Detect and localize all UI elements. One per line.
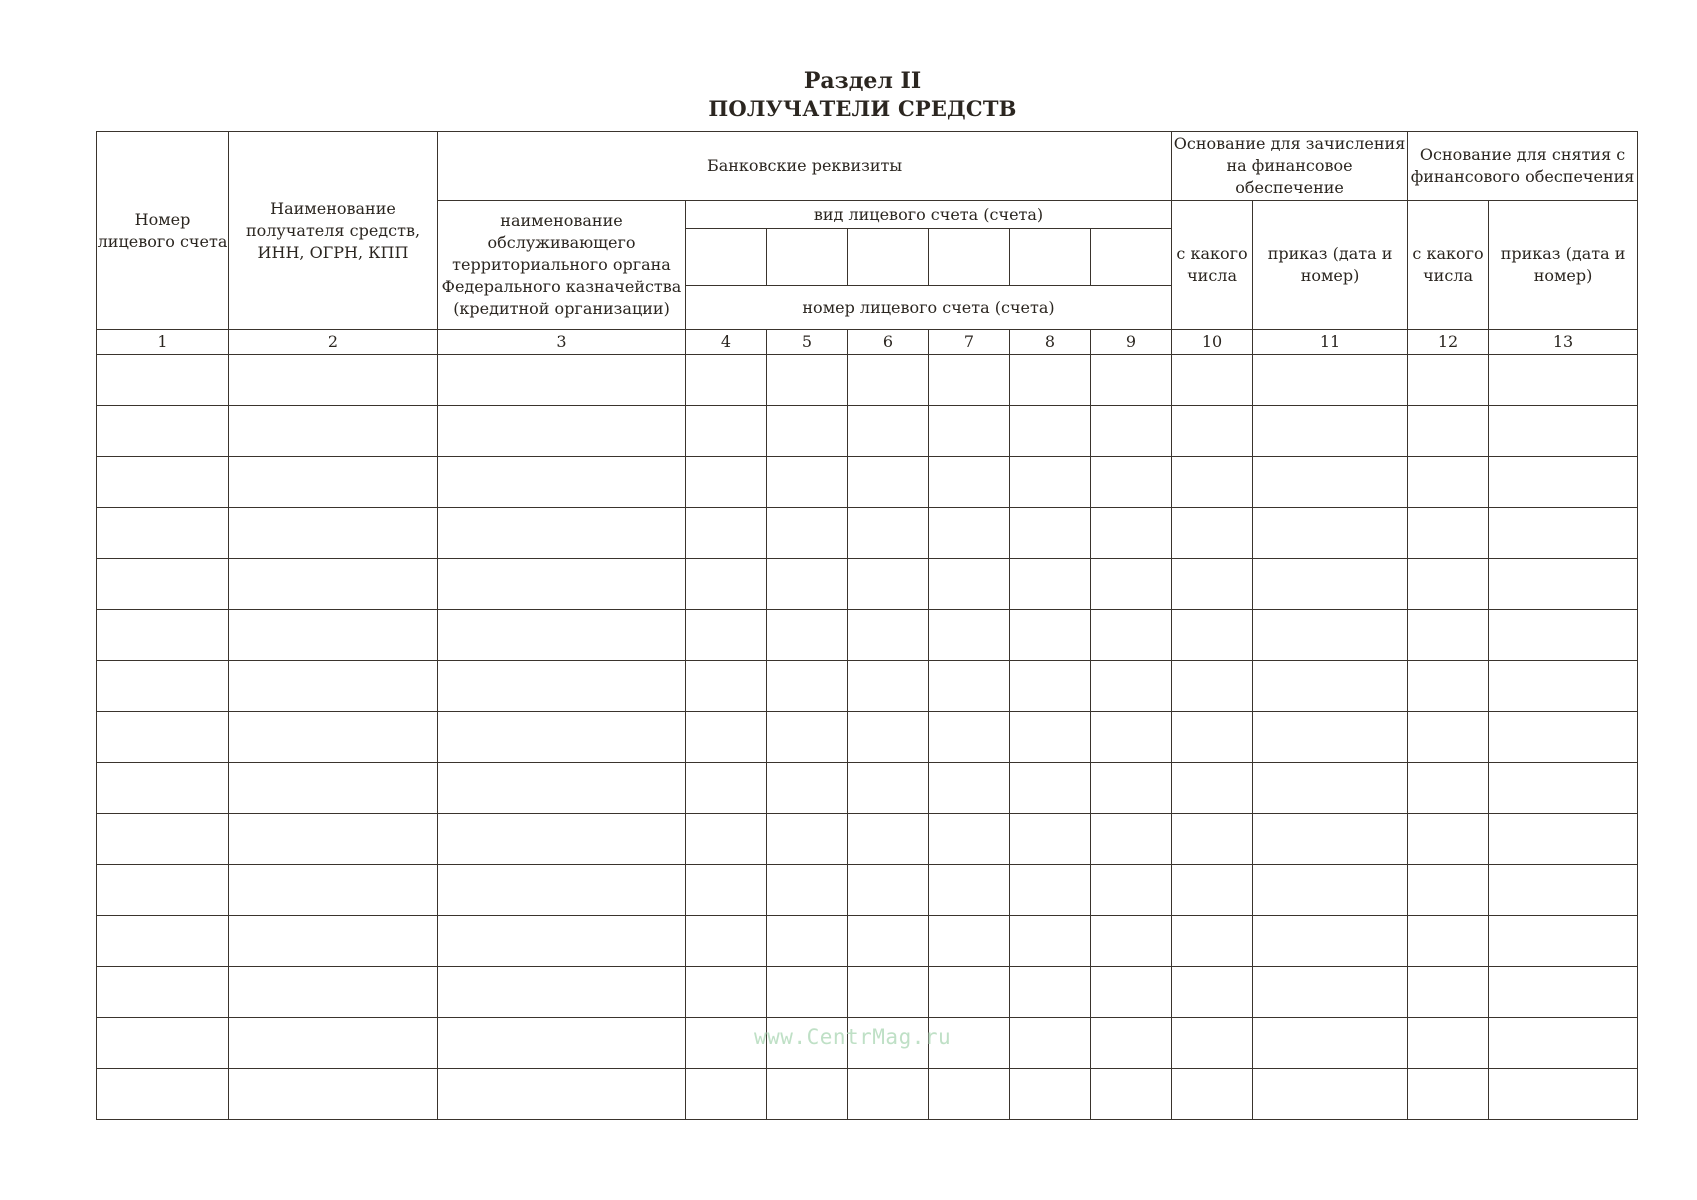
table-cell[interactable]	[97, 355, 229, 406]
table-cell[interactable]	[1253, 1018, 1408, 1069]
column-number: 13	[1489, 330, 1638, 355]
header-recipient-name: Наименование получателя средств, ИНН, ОГРН, КПП	[229, 132, 438, 330]
table-cell[interactable]	[686, 559, 767, 610]
table-cell[interactable]	[1172, 559, 1253, 610]
table-cell[interactable]	[1010, 916, 1091, 967]
table-cell[interactable]	[1253, 763, 1408, 814]
table-cell[interactable]	[229, 967, 438, 1018]
table-cell[interactable]	[1489, 1018, 1638, 1069]
table-cell[interactable]	[1408, 457, 1489, 508]
column-number: 8	[1010, 330, 1091, 355]
table-cell[interactable]	[848, 967, 929, 1018]
table-cell[interactable]	[1489, 814, 1638, 865]
table-cell[interactable]	[97, 865, 229, 916]
column-number: 1	[97, 330, 229, 355]
table-cell[interactable]	[848, 508, 929, 559]
table-cell[interactable]	[1253, 355, 1408, 406]
table-cell[interactable]	[97, 712, 229, 763]
table-cell[interactable]	[929, 763, 1010, 814]
table-cell[interactable]	[1408, 559, 1489, 610]
table-cell[interactable]	[1091, 406, 1172, 457]
header-order-withdraw: приказ (дата и номер)	[1489, 201, 1638, 330]
table-cell[interactable]	[848, 916, 929, 967]
table-cell[interactable]	[1253, 457, 1408, 508]
table-cell[interactable]	[686, 814, 767, 865]
table-cell[interactable]	[767, 559, 848, 610]
table-cell[interactable]	[438, 916, 686, 967]
table-cell[interactable]	[1253, 712, 1408, 763]
table-cell[interactable]	[929, 457, 1010, 508]
table-cell[interactable]	[229, 610, 438, 661]
table-cell[interactable]	[767, 1069, 848, 1120]
table-cell[interactable]	[1010, 814, 1091, 865]
table-cell[interactable]	[97, 508, 229, 559]
table-cell[interactable]	[848, 763, 929, 814]
table-cell[interactable]	[767, 457, 848, 508]
table-cell[interactable]	[97, 610, 229, 661]
table-cell[interactable]	[1408, 712, 1489, 763]
column-number-row	[97, 330, 1638, 355]
table-cell[interactable]	[848, 865, 929, 916]
column-number: 7	[929, 330, 1010, 355]
table-cell[interactable]	[767, 814, 848, 865]
column-number: 9	[1091, 330, 1172, 355]
table-cell[interactable]	[1010, 763, 1091, 814]
table-cell[interactable]	[686, 610, 767, 661]
table-cell[interactable]	[929, 916, 1010, 967]
table-cell[interactable]	[97, 1018, 229, 1069]
table-cell[interactable]	[686, 763, 767, 814]
table-cell[interactable]	[767, 967, 848, 1018]
table-cell[interactable]	[229, 712, 438, 763]
table-cell[interactable]	[1091, 865, 1172, 916]
column-number: 10	[1172, 330, 1253, 355]
table-cell[interactable]	[438, 355, 686, 406]
table-cell[interactable]	[929, 406, 1010, 457]
table-cell[interactable]	[1253, 661, 1408, 712]
table-cell[interactable]	[438, 763, 686, 814]
table-cell[interactable]	[929, 814, 1010, 865]
header-treasury-org: наименование обслуживающего территориального органа Федерального казначейства (кредитной организации)	[438, 201, 686, 330]
table-cell[interactable]	[1172, 457, 1253, 508]
table-cell[interactable]	[438, 814, 686, 865]
table-cell[interactable]	[1253, 1069, 1408, 1120]
table-cell[interactable]	[97, 763, 229, 814]
table-cell[interactable]	[229, 1018, 438, 1069]
table-cell[interactable]	[229, 814, 438, 865]
table-cell[interactable]	[97, 457, 229, 508]
table-cell[interactable]	[1172, 1018, 1253, 1069]
table-cell[interactable]	[1489, 355, 1638, 406]
table-cell[interactable]	[1408, 661, 1489, 712]
table-cell[interactable]	[1010, 865, 1091, 916]
column-number: 6	[848, 330, 929, 355]
table-cell[interactable]	[848, 814, 929, 865]
column-number: 12	[1408, 330, 1489, 355]
table-cell[interactable]	[848, 712, 929, 763]
header-from-date-enroll: с какого числа	[1172, 201, 1253, 330]
table-cell[interactable]	[1010, 610, 1091, 661]
table-cell[interactable]	[1091, 559, 1172, 610]
table-cell[interactable]	[1172, 610, 1253, 661]
table-cell[interactable]	[929, 610, 1010, 661]
table-row	[97, 610, 1638, 661]
table-cell[interactable]	[767, 865, 848, 916]
table-cell[interactable]	[1091, 763, 1172, 814]
table-cell[interactable]	[1253, 610, 1408, 661]
table-cell[interactable]	[1253, 865, 1408, 916]
table-cell[interactable]	[1091, 355, 1172, 406]
table-row	[97, 865, 1638, 916]
section-subtitle: ПОЛУЧАТЕЛИ СРЕДСТВ	[708, 96, 1017, 121]
table-cell[interactable]	[1489, 508, 1638, 559]
table-cell[interactable]	[1091, 916, 1172, 967]
table-cell[interactable]	[438, 559, 686, 610]
table-row	[97, 967, 1638, 1018]
table-cell[interactable]	[1253, 916, 1408, 967]
header-account-type: вид лицевого счета (счета)	[686, 201, 1172, 229]
table-cell[interactable]	[1489, 712, 1638, 763]
table-cell[interactable]	[848, 661, 929, 712]
table-row	[97, 916, 1638, 967]
table-cell[interactable]	[438, 865, 686, 916]
table-cell[interactable]	[1172, 661, 1253, 712]
table-cell[interactable]	[1172, 355, 1253, 406]
table-cell[interactable]	[929, 355, 1010, 406]
column-number: 2	[229, 330, 438, 355]
table-cell[interactable]	[1172, 712, 1253, 763]
table-cell[interactable]	[1489, 661, 1638, 712]
table-cell[interactable]	[438, 610, 686, 661]
table-cell[interactable]	[97, 406, 229, 457]
table-cell[interactable]	[686, 865, 767, 916]
table-cell[interactable]	[848, 1069, 929, 1120]
table-cell[interactable]	[686, 916, 767, 967]
table-cell[interactable]	[97, 1069, 229, 1120]
table-cell[interactable]	[438, 1069, 686, 1120]
header-enroll-basis: Основание для зачисления на финансовое обеспечение	[1172, 132, 1408, 201]
table-cell[interactable]	[767, 712, 848, 763]
table-cell[interactable]	[1172, 814, 1253, 865]
table-cell[interactable]	[1010, 559, 1091, 610]
table-cell[interactable]	[848, 559, 929, 610]
table-cell[interactable]	[1010, 1018, 1091, 1069]
table-cell[interactable]	[1489, 406, 1638, 457]
table-cell[interactable]	[848, 610, 929, 661]
section-title: Раздел II	[803, 68, 922, 94]
table-cell[interactable]	[929, 865, 1010, 916]
table-cell[interactable]	[1091, 610, 1172, 661]
section-heading	[0, 68, 1697, 122]
table-cell[interactable]	[686, 1069, 767, 1120]
table-cell[interactable]	[1172, 1069, 1253, 1120]
table-cell[interactable]	[848, 457, 929, 508]
header-order-enroll: приказ (дата и номер)	[1253, 201, 1408, 330]
table-cell[interactable]	[1010, 661, 1091, 712]
table-cell[interactable]	[767, 355, 848, 406]
table-cell[interactable]	[1091, 457, 1172, 508]
table-cell[interactable]	[1010, 508, 1091, 559]
table-cell[interactable]	[1253, 508, 1408, 559]
table-cell[interactable]	[686, 406, 767, 457]
table-cell[interactable]	[438, 712, 686, 763]
table-cell[interactable]	[438, 661, 686, 712]
table-cell[interactable]	[438, 1018, 686, 1069]
table-row	[97, 712, 1638, 763]
table-cell[interactable]	[929, 559, 1010, 610]
column-number: 4	[686, 330, 767, 355]
table-cell[interactable]	[1172, 406, 1253, 457]
table-cell[interactable]	[1091, 1069, 1172, 1120]
table-cell[interactable]	[1172, 865, 1253, 916]
table-cell[interactable]	[1172, 763, 1253, 814]
table-cell[interactable]	[1408, 763, 1489, 814]
table-cell[interactable]	[1172, 508, 1253, 559]
table-cell[interactable]	[1489, 610, 1638, 661]
table-cell[interactable]	[1408, 916, 1489, 967]
table-row	[97, 661, 1638, 712]
table-cell[interactable]	[929, 1069, 1010, 1120]
table-cell[interactable]	[1489, 865, 1638, 916]
account-type-cell[interactable]	[767, 229, 848, 286]
table-cell[interactable]	[97, 814, 229, 865]
table-cell[interactable]	[1253, 406, 1408, 457]
table-cell[interactable]	[848, 355, 929, 406]
table-cell[interactable]	[1010, 967, 1091, 1018]
table-cell[interactable]	[1408, 610, 1489, 661]
table-row	[97, 763, 1638, 814]
table-cell[interactable]	[1489, 967, 1638, 1018]
table-cell[interactable]	[686, 967, 767, 1018]
table-cell[interactable]	[97, 559, 229, 610]
table-cell[interactable]	[767, 406, 848, 457]
table-cell[interactable]	[1172, 916, 1253, 967]
table-cell[interactable]	[848, 406, 929, 457]
table-cell[interactable]	[1408, 508, 1489, 559]
table-cell[interactable]	[767, 508, 848, 559]
table-cell[interactable]	[1010, 457, 1091, 508]
table-cell[interactable]	[686, 661, 767, 712]
column-number: 5	[767, 330, 848, 355]
table-cell[interactable]	[1408, 865, 1489, 916]
table-cell[interactable]	[1010, 712, 1091, 763]
table-cell[interactable]	[767, 610, 848, 661]
table-cell[interactable]	[1408, 814, 1489, 865]
table-cell[interactable]	[1408, 1069, 1489, 1120]
table-cell[interactable]	[438, 967, 686, 1018]
table-cell[interactable]	[1489, 457, 1638, 508]
table-cell[interactable]	[97, 967, 229, 1018]
table-cell[interactable]	[1489, 1069, 1638, 1120]
account-type-cell[interactable]	[929, 229, 1010, 286]
header-account-no: номер лицевого счета (счета)	[686, 286, 1172, 330]
header-withdraw-basis: Основание для снятия с финансового обеспечения	[1408, 132, 1638, 201]
table-cell[interactable]	[97, 916, 229, 967]
table-cell[interactable]	[1489, 916, 1638, 967]
table-cell[interactable]	[1010, 1069, 1091, 1120]
table-cell[interactable]	[229, 1069, 438, 1120]
table-cell[interactable]	[1408, 406, 1489, 457]
account-type-cell[interactable]	[686, 229, 767, 286]
table-cell[interactable]	[1172, 967, 1253, 1018]
table-cell[interactable]	[929, 508, 1010, 559]
table-cell[interactable]	[438, 457, 686, 508]
watermark: www.CentrMag.ru	[754, 1025, 952, 1049]
table-cell[interactable]	[229, 406, 438, 457]
table-cell[interactable]	[1010, 355, 1091, 406]
table-cell[interactable]	[686, 508, 767, 559]
account-type-cell[interactable]	[1010, 229, 1091, 286]
table-cell[interactable]	[767, 916, 848, 967]
table-cell[interactable]	[1091, 1018, 1172, 1069]
table-cell[interactable]	[929, 967, 1010, 1018]
table-cell[interactable]	[229, 355, 438, 406]
table-cell[interactable]	[686, 712, 767, 763]
table-cell[interactable]	[1091, 508, 1172, 559]
table-cell[interactable]	[767, 763, 848, 814]
table-cell[interactable]	[1253, 559, 1408, 610]
table-cell[interactable]	[438, 406, 686, 457]
table-cell[interactable]	[1253, 814, 1408, 865]
column-number: 11	[1253, 330, 1408, 355]
table-cell[interactable]	[1010, 406, 1091, 457]
table-cell[interactable]	[229, 916, 438, 967]
recipients-table	[96, 131, 1638, 1120]
table-cell[interactable]	[1091, 814, 1172, 865]
table-cell[interactable]	[929, 661, 1010, 712]
table-row	[97, 559, 1638, 610]
table-cell[interactable]	[1408, 967, 1489, 1018]
table-cell[interactable]	[1489, 763, 1638, 814]
table-row	[97, 814, 1638, 865]
table-cell[interactable]	[1091, 661, 1172, 712]
table-cell[interactable]	[686, 457, 767, 508]
table-cell[interactable]	[229, 763, 438, 814]
table-cell[interactable]	[767, 661, 848, 712]
table-cell[interactable]	[229, 508, 438, 559]
table-row	[97, 355, 1638, 406]
table-row	[97, 508, 1638, 559]
table-cell[interactable]	[229, 457, 438, 508]
table-cell[interactable]	[1408, 355, 1489, 406]
account-type-cell[interactable]	[1091, 229, 1172, 286]
table-cell[interactable]	[1408, 1018, 1489, 1069]
table-cell[interactable]	[1091, 712, 1172, 763]
table-cell[interactable]	[1091, 967, 1172, 1018]
table-cell[interactable]	[97, 661, 229, 712]
account-type-cell[interactable]	[848, 229, 929, 286]
table-cell[interactable]	[1253, 967, 1408, 1018]
table-cell[interactable]	[229, 559, 438, 610]
table-row	[97, 457, 1638, 508]
table-row	[97, 406, 1638, 457]
table-cell[interactable]	[686, 355, 767, 406]
table-cell[interactable]	[438, 508, 686, 559]
header-bank-details: Банковские реквизиты	[438, 132, 1172, 201]
table-cell[interactable]	[229, 661, 438, 712]
table-cell[interactable]	[929, 712, 1010, 763]
header-from-date-withdraw: с какого числа	[1408, 201, 1489, 330]
table-row	[97, 1069, 1638, 1120]
table-cell[interactable]	[1489, 559, 1638, 610]
header-account-number: Номер лицевого счета	[97, 132, 229, 330]
table-cell[interactable]	[229, 865, 438, 916]
column-number: 3	[438, 330, 686, 355]
